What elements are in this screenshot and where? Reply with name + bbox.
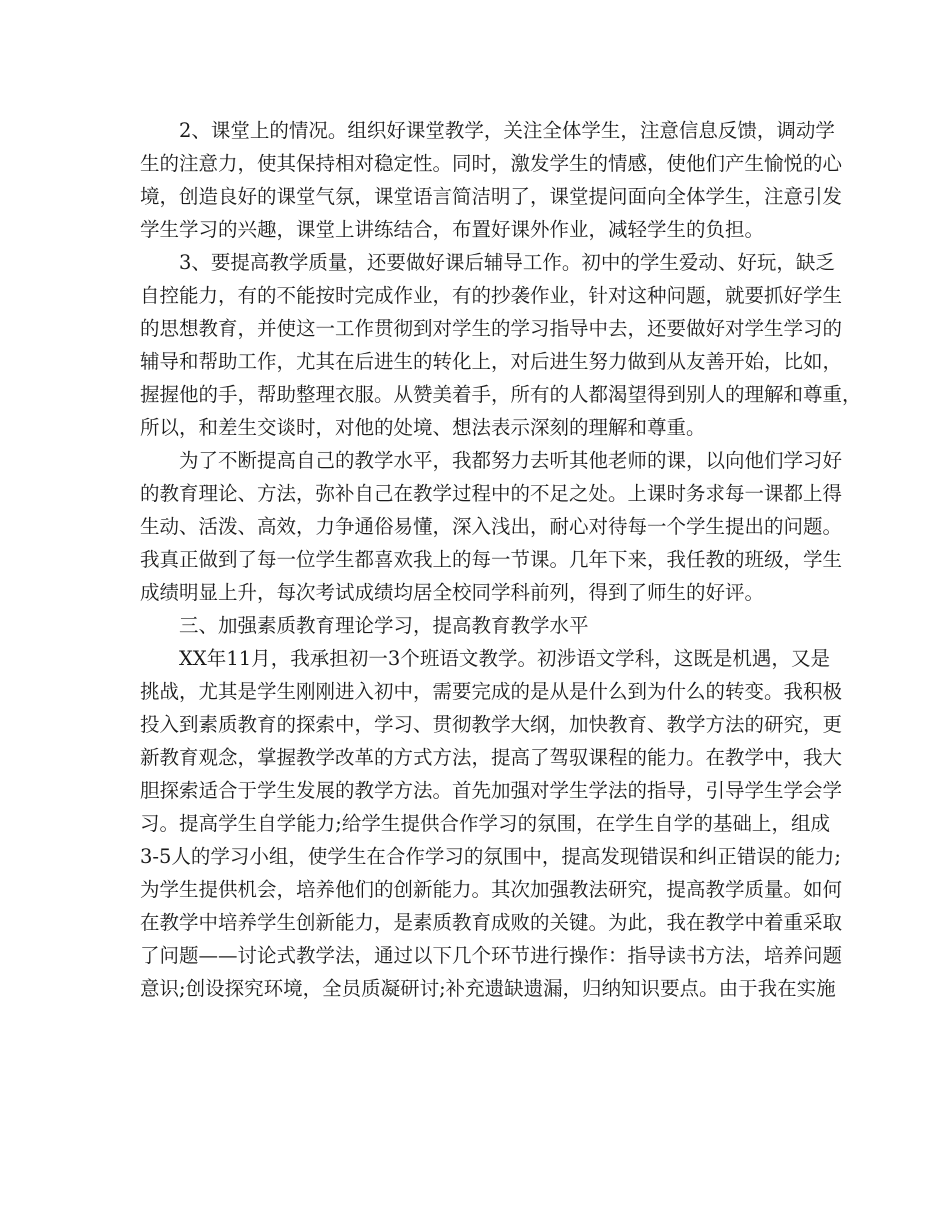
text-line: 为了不断提高自己的教学水平，我都努力去听其他老师的课，以向他们学习好 [179,449,843,472]
text-line: 学生学习的兴趣，课堂上讲练结合，布置好课外作业，减轻学生的负担。 [140,218,765,241]
text-line: 自控能力，有的不能按时完成作业，有的抄袭作业，针对这种问题，就要抓好学生 [140,284,843,307]
text-line: 我真正做到了每一位学生都喜欢我上的每一节课。几年下来，我任教的班级，学生 [140,548,843,571]
text-line: XX年11月，我承担初一3个班语文教学。初涉语文学科，这既是机遇，又是 [179,647,830,670]
text-line: 意识;创设探究环境，全员质凝研讨;补充遗缺遗漏，归纳知识要点。由于我在实施 [140,977,836,1000]
text-line: 挑战，尤其是学生刚刚进入初中，需要完成的是从是什么到为什么的转变。我积极 [140,680,843,703]
text-line: 的教育理论、方法，弥补自己在教学过程中的不足之处。上课时务求每一课都上得 [140,482,843,505]
text-line: 胆探索适合于学生发展的教学方法。首先加强对学生学法的指导，引导学生学会学 [140,779,843,802]
text-line: 3、要提高教学质量，还要做好课后辅导工作。初中的学生爱动、好玩，缺乏 [179,251,835,274]
text-line: 的思想教育，并使这一工作贯彻到对学生的学习指导中去，还要做好对学生学习的 [140,317,843,340]
section-heading: 三、加强素质教育理论学习，提高教育教学水平 [179,614,589,637]
text-line: 3-5人的学习小组，使学生在合作学习的氛围中，提高发现错误和纠正错误的能力; [140,845,841,868]
text-line: 生动、活泼、高效，力争通俗易懂，深入浅出，耐心对待每一个学生提出的问题。 [140,515,843,538]
text-line: 所以，和差生交谈时，对他的处境、想法表示深刻的理解和尊重。 [140,416,706,439]
text-line: 为学生提供机会，培养他们的创新能力。其次加强教法研究，提高教学质量。如何 [140,878,843,901]
text-line: 在教学中培养学生创新能力，是素质教育成败的关键。为此，我在教学中着重采取 [140,911,843,934]
text-line: 境，创造良好的课堂气氛，课堂语言简洁明了，课堂提问面向全体学生，注意引发 [140,185,843,208]
document-body [140,114,862,1005]
text-line: 了问题——讨论式教学法，通过以下几个环节进行操作：指导读书方法，培养问题 [140,944,843,967]
text-line: 习。提高学生自学能力;给学生提供合作学习的氛围，在学生自学的基础上，组成 [140,812,830,835]
text-line: 辅导和帮助工作，尤其在后进生的转化上，对后进生努力做到从友善开始，比如， [140,350,843,373]
text-line: 新教育观念，掌握教学改革的方式方法，提高了驾驭课程的能力。在教学中，我大 [140,746,843,769]
text-line: 投入到素质教育的探索中，学习、贯彻教学大纲，加快教育、教学方法的研究，更 [140,713,843,736]
text-line: 2、课堂上的情况。组织好课堂教学，关注全体学生，注意信息反馈，调动学 [179,119,835,142]
text-line: 成绩明显上升，每次考试成绩均居全校同学科前列，得到了师生的好评。 [140,581,765,604]
text-line: 生的注意力，使其保持相对稳定性。同时，激发学生的情感，使他们产生愉悦的心 [140,152,843,175]
text-line: 握握他的手，帮助整理衣服。从赞美着手，所有的人都渴望得到别人的理解和尊重， [140,383,862,406]
